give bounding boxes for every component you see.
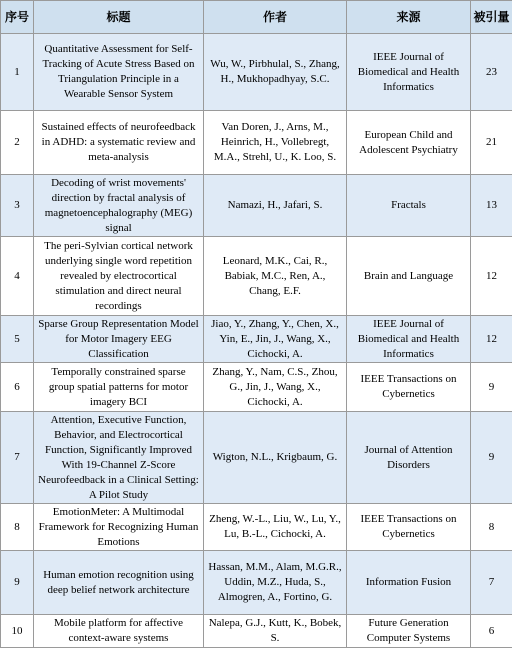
cell-citations: 13	[471, 175, 512, 237]
table-row	[1, 34, 512, 111]
cell-citations: 12	[471, 316, 512, 363]
table-row	[1, 615, 512, 648]
header-citations: 被引量	[471, 1, 512, 34]
cell-index: 4	[1, 237, 34, 316]
header-authors: 作者	[204, 1, 347, 34]
cell-index: 6	[1, 363, 34, 412]
cell-authors: Zheng, W.-L., Liu, W., Lu, Y., Lu, B.-L., Cichocki, A.	[204, 504, 347, 551]
cell-title: EmotionMeter: A Multimodal Framework for Recognizing Human Emotions	[34, 504, 204, 551]
cell-authors: Jiao, Y., Zhang, Y., Chen, X., Yin, E., Jin, J., Wang, X., Cichocki, A.	[204, 316, 347, 363]
cell-source: Brain and Language	[347, 237, 471, 316]
cell-authors: Hassan, M.M., Alam, M.G.R., Uddin, M.Z., Huda, S., Almogren, A., Fortino, G.	[204, 551, 347, 615]
cell-title: Decoding of wrist movements' direction by fractal analysis of magnetoencephalography (MEG) signal	[34, 175, 204, 237]
cell-index: 5	[1, 316, 34, 363]
cell-index: 7	[1, 412, 34, 504]
table-row	[1, 412, 512, 504]
cell-citations: 7	[471, 551, 512, 615]
cell-title: Sparse Group Representation Model for Motor Imagery EEG Classification	[34, 316, 204, 363]
cell-citations: 9	[471, 412, 512, 504]
cell-source: Fractals	[347, 175, 471, 237]
cell-citations: 9	[471, 363, 512, 412]
cell-title: The peri-Sylvian cortical network underlying single word repetition revealed by electrocortical stimulation and direct neural recordings	[34, 237, 204, 316]
cell-index: 1	[1, 34, 34, 111]
cell-source: Journal of Attention Disorders	[347, 412, 471, 504]
cell-citations: 8	[471, 504, 512, 551]
cell-index: 8	[1, 504, 34, 551]
cell-title: Attention, Executive Function, Behavior, and Electrocortical Function, Significantly Improved With 19-Channel Z-Score Neurofeedback in a Clinical Setting: A Pilot Study	[34, 412, 204, 504]
header-title: 标题	[34, 1, 204, 34]
cell-index: 10	[1, 615, 34, 648]
cell-title: Human emotion recognition using deep belief network architecture	[34, 551, 204, 615]
cell-source: European Child and Adolescent Psychiatry	[347, 111, 471, 175]
table-row	[1, 504, 512, 551]
cell-authors: Van Doren, J., Arns, M., Heinrich, H., Vollebregt, M.A., Strehl, U., K. Loo, S.	[204, 111, 347, 175]
cell-authors: Nalepa, G.J., Kutt, K., Bobek, S.	[204, 615, 347, 648]
table-row	[1, 111, 512, 175]
cell-authors: Zhang, Y., Nam, C.S., Zhou, G., Jin, J., Wang, X., Cichocki, A.	[204, 363, 347, 412]
table-row	[1, 175, 512, 237]
header-row	[1, 1, 512, 34]
cell-source: Future Generation Computer Systems	[347, 615, 471, 648]
header-source: 来源	[347, 1, 471, 34]
cell-title: Sustained effects of neurofeedback in ADHD: a systematic review and meta-analysis	[34, 111, 204, 175]
cell-citations: 23	[471, 34, 512, 111]
cell-source: IEEE Journal of Biomedical and Health Informatics	[347, 316, 471, 363]
cell-authors: Wu, W., Pirbhulal, S., Zhang, H., Mukhopadhyay, S.C.	[204, 34, 347, 111]
cell-authors: Leonard, M.K., Cai, R., Babiak, M.C., Ren, A., Chang, E.F.	[204, 237, 347, 316]
table-row	[1, 363, 512, 412]
cell-source: IEEE Journal of Biomedical and Health Informatics	[347, 34, 471, 111]
cell-citations: 6	[471, 615, 512, 648]
cell-index: 3	[1, 175, 34, 237]
table-row	[1, 316, 512, 363]
cell-source: IEEE Transactions on Cybernetics	[347, 504, 471, 551]
cell-authors: Wigton, N.L., Krigbaum, G.	[204, 412, 347, 504]
cell-index: 9	[1, 551, 34, 615]
cell-source: IEEE Transactions on Cybernetics	[347, 363, 471, 412]
cell-index: 2	[1, 111, 34, 175]
table-row	[1, 237, 512, 316]
cell-authors: Namazi, H., Jafari, S.	[204, 175, 347, 237]
header-index: 序号	[1, 1, 34, 34]
cell-title: Quantitative Assessment for Self-Tracking of Acute Stress Based on Triangulation Principle in a Wearable Sensor System	[34, 34, 204, 111]
cell-source: Information Fusion	[347, 551, 471, 615]
table-body	[1, 34, 512, 648]
cell-citations: 12	[471, 237, 512, 316]
cell-title: Temporally constrained sparse group spatial patterns for motor imagery BCI	[34, 363, 204, 412]
cell-citations: 21	[471, 111, 512, 175]
table-row	[1, 551, 512, 615]
table-header	[1, 1, 512, 34]
cell-title: Mobile platform for affective context-aware systems	[34, 615, 204, 648]
